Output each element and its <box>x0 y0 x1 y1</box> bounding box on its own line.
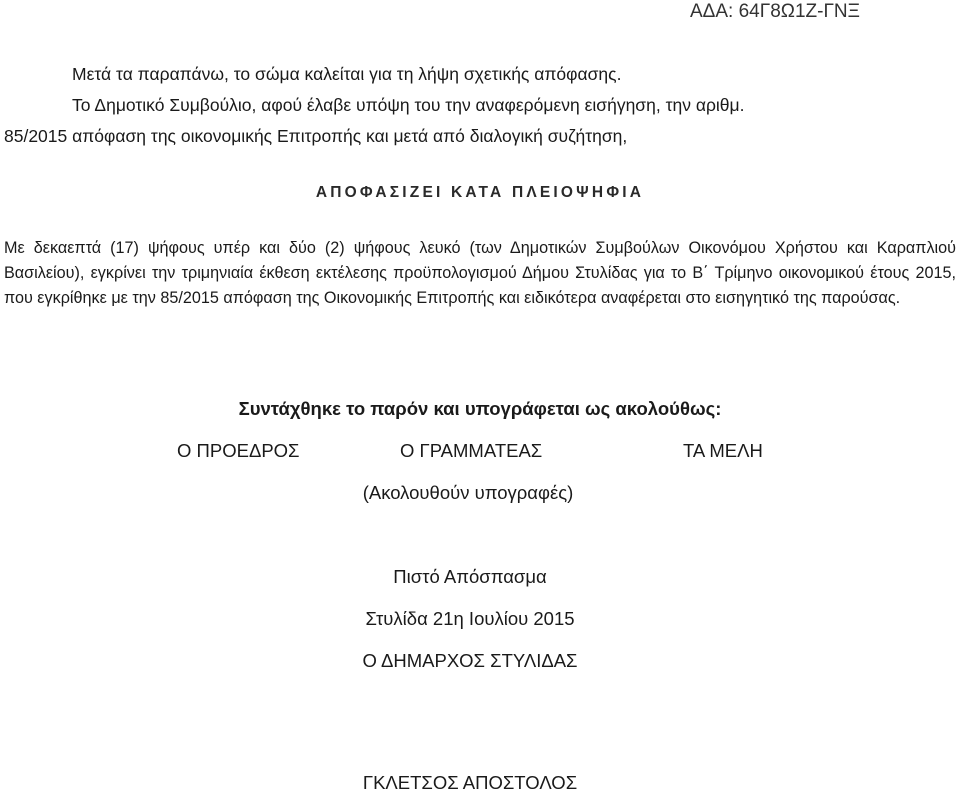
decision-text-block <box>4 236 956 311</box>
place-date: Στυλίδα 21η Ιουλίου 2015 <box>365 608 575 629</box>
signed-heading: Συντάχθηκε το παρόν και υπογράφεται ως ακολούθως: <box>238 398 722 419</box>
president-label: Ο ΠΡΟΕΔΡΟΣ <box>177 440 300 461</box>
mayor-title: Ο ΔΗΜΑΡΧΟΣ ΣΤΥΛΙΔΑΣ <box>362 650 578 671</box>
intro-line-3: 85/2015 απόφαση της οικονομικής Επιτροπής και μετά από διαλογική συζήτηση, <box>4 126 628 146</box>
certified-extract-title: Πιστό Απόσπασμα <box>393 566 547 587</box>
ada-code: ΑΔΑ: 64Γ8Ω1Ζ-ΓΝΞ <box>690 1 860 22</box>
decision-text: Με δεκαεπτά (17) ψήφους υπέρ και δύο (2) ψήφους λευκό (των Δημοτικών Συμβούλων Οικονόμου Χρήστου και Καραπλιού Βασιλείου), εγκρίνει την τριμηνιαία έκθεση εκτέλεσης προϋπολογισμού Δήμου Στυλίδας για το Β΄ Τρίμηνο οικονομικού έτους 2015, που εγκρίθηκε με την 85/2015 απόφαση της Οικονομικής Επιτροπής και ειδικότερα αναφέρεται στο εισηγητικό της παρούσας. <box>4 239 956 307</box>
members-label: ΤΑ ΜΕΛΗ <box>683 440 763 461</box>
intro-line-2: Το Δημοτικό Συμβούλιο, αφού έλαβε υπόψη του την αναφερόμενη εισήγηση, την αριθμ. <box>72 95 745 115</box>
decision-heading: ΑΠΟΦΑΣΙΖΕΙ ΚΑΤΑ ΠΛΕΙΟΨΗΦΙΑ <box>315 184 645 201</box>
signatory-name: ΓΚΛΕΤΣΟΣ ΑΠΟΣΤΟΛΟΣ <box>362 772 578 793</box>
secretary-label: Ο ΓΡΑΜΜΑΤΕΑΣ <box>400 440 543 461</box>
intro-line-1: Μετά τα παραπάνω, το σώμα καλείται για τη λήψη σχετικής απόφασης. <box>72 64 622 84</box>
signatures-follow-note: (Ακολουθούν υπογραφές) <box>362 482 574 503</box>
